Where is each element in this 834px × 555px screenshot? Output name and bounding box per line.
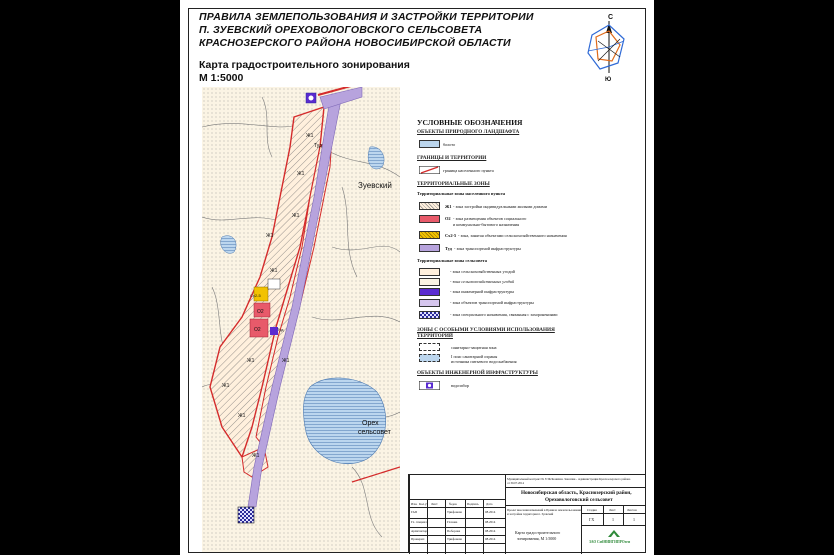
legend-o2-code: О2 [445, 216, 451, 221]
zone-label: Ж1 [292, 213, 300, 219]
legend-swamp: болото [443, 142, 456, 147]
stamp-company: ЗАО СибНИИГИПРОзем [589, 540, 631, 544]
title-block [408, 474, 646, 553]
legend-section-zones: ТЕРРИТОРИАЛЬНЫЕ ЗОНЫ [417, 181, 490, 187]
swatch-r2 [419, 278, 440, 286]
settlement-name-label: Зуевский [358, 181, 392, 190]
legend-r1: - зона сельскохозяйственных угодий [450, 269, 515, 274]
stamp-sheet-header: Лист [609, 508, 616, 512]
stamp-signer: Поборова [447, 529, 461, 533]
legend-section-borders: ГРАНИЦЫ И ТЕРРИТОРИИ [417, 155, 487, 161]
stamp-date: 08.2014 [485, 520, 496, 524]
zone-label: Сх2-5 [250, 293, 261, 298]
water-intake-marker [309, 96, 314, 101]
stamp-note-1: Муниципальный контракт № 8 ЗК/Коняхин. Заказчик - Администрация Красноозерского района [507, 477, 631, 481]
stamp-stage: ГХ [589, 517, 595, 522]
zone-label: О2 [257, 309, 264, 315]
zone-label: Ж1 [297, 171, 305, 177]
zone-label: Ж1 [252, 453, 260, 459]
zone-label: Туд [277, 327, 284, 332]
stamp-col-header: Лист [431, 502, 438, 506]
zone-label: Ж1 [238, 413, 246, 419]
stamp-col-header: Подпись [467, 502, 479, 506]
stamp-stage-header: Стадия [587, 508, 597, 512]
stamp-role: Проверил [411, 537, 425, 541]
legend-rural-zones: Территориальные зоны сельсовета [417, 258, 487, 263]
zoning-map[interactable] [202, 87, 400, 552]
company-logo-icon [607, 528, 621, 538]
legend-o2-a: - зона размещения объектов социального [453, 216, 527, 221]
sanitary-zone-block[interactable] [268, 279, 280, 289]
swatch-tud [419, 244, 440, 252]
legend-settlement-border: граница населенного пункта [443, 168, 494, 173]
compass-rose [578, 11, 634, 83]
zone-label: Ж1 [247, 358, 255, 364]
legend-o2-b: и коммунально-бытового назначения [453, 222, 520, 227]
legend-belt-1: I пояс санитарной охраны [451, 354, 498, 359]
zone-label: Туд [314, 143, 323, 149]
legend-r2: - зона сельскохозяйственных угодий [450, 279, 515, 284]
zone-label: Ж1 [266, 233, 274, 239]
stamp-sheet-name-1: Карта градостроительного [515, 530, 561, 535]
zone-label: О2 [254, 327, 261, 333]
stamp-col-header: Изм. [411, 502, 418, 506]
stamp-signer: Трифонова [447, 510, 462, 514]
swatch-r1 [419, 268, 440, 276]
legend-section-engineering: ОБЪЕКТЫ ИНЖЕНЕРНОЙ ИНФРАСТРУКТУРЫ [417, 370, 538, 376]
swatch-settlement-border [419, 166, 440, 174]
stamp-sheet-name-2: зонирования, М 1:5000 [517, 536, 557, 541]
legend-sanitary: санитарно-защитная зона [451, 345, 497, 350]
stamp-signer: Трифонова [447, 537, 462, 541]
neighbor-label: сельсовет [358, 429, 391, 436]
legend-r4: - зона объектов транспортной инфраструктуры [450, 300, 534, 305]
compass-south-label: Ю [605, 77, 612, 83]
stamp-sheets-header: Листов [627, 508, 637, 512]
legend-zh1-code: Ж1 [445, 204, 452, 209]
stamp-signer: Глазова [447, 520, 458, 524]
stamp-date: 08.2014 [485, 537, 496, 541]
stamp-project-2: и застройки территории п. Зуевский [507, 512, 554, 516]
cemetery-zone[interactable] [238, 507, 254, 523]
stamp-role: Гл. специал. [411, 520, 428, 524]
legend-section-special-1: ЗОНЫ С ОСОБЫМИ УСЛОВИЯМИ ИСПОЛЬЗОВАНИЯ [417, 327, 555, 333]
stamp-col-header: №док [449, 502, 457, 506]
title-line-2: П. ЗУЕВСКИЙ ОРЕХОВОЛОГОВСКОГО СЕЛЬСОВЕТА [199, 24, 483, 36]
legend-tud: - зона транспортной инфраструктуры [454, 246, 521, 251]
legend-settlement-zones: Территориальные зоны населенного пункта [417, 191, 506, 196]
stamp-council: Ореховологовский сельсовет [545, 497, 613, 503]
stamp-note-2: от 30.07.2014 [507, 481, 525, 485]
zone-label: Ж1 [222, 383, 230, 389]
legend-sh: - зона, занятая объектами сельскохозяйственного назначения [458, 233, 567, 238]
stamp-location: Новосибирская область, Краснозерский район, [521, 490, 632, 496]
zone-label: Ж1 [282, 358, 290, 364]
stamp-role: ГАП [411, 510, 418, 514]
map-title: Карта градостроительного зонирования [199, 59, 410, 71]
legend-r5: - зона специального назначения, связанная с захоронениями [450, 312, 558, 317]
neighbor-label: Орех [362, 420, 379, 427]
legend-tud-code: Туд [445, 246, 452, 251]
swatch-r5 [419, 311, 440, 319]
legend-heading: УСЛОВНЫЕ ОБОЗНАЧЕНИЯ [417, 118, 523, 127]
legend-belt-2: источника питьевого водоснабжения [451, 359, 517, 364]
swatch-sanitary [419, 343, 440, 351]
stamp-date: 08.2014 [485, 529, 496, 533]
swatch-water-intake [419, 381, 440, 390]
legend-zh1: - зона застройки индивидуальными жилыми домами [453, 204, 547, 209]
title-line-3: КРАСНОЗЕРСКОГО РАЙОНА НОВОСИБИРСКОЙ ОБЛАСТИ [199, 37, 511, 49]
zone-label: Ж1 [270, 268, 278, 274]
stamp-date: 08.2014 [485, 510, 496, 514]
legend-r3: - зона инженерной инфраструктуры [450, 289, 515, 294]
legend-section-special-2: ТЕРРИТОРИЙ [417, 333, 453, 339]
stamp-sheet: 1 [612, 517, 614, 522]
title-line-1: ПРАВИЛА ЗЕМЛЕПОЛЬЗОВАНИЯ И ЗАСТРОЙКИ ТЕРРИТОРИИ [199, 11, 534, 23]
stamp-role: Архитектор [411, 529, 428, 533]
stamp-project-1: Проект внесения изменений в Правила землепользования [507, 508, 581, 512]
legend-section-natural: ОБЪЕКТЫ ПРИРОДНОГО ЛАНДШАФТА [417, 129, 520, 135]
swatch-sanitary-belt [419, 354, 440, 362]
swatch-o2 [419, 215, 440, 223]
compass-north-label: С [608, 14, 614, 21]
swatch-r4 [419, 299, 440, 307]
zone-label: Ж1 [306, 133, 314, 139]
swatch-swamp [419, 140, 440, 148]
stamp-col-header: Дата [486, 502, 493, 506]
map-scale: М 1:5000 [199, 72, 244, 84]
legend-sh-code: Сх2-5 [445, 233, 457, 238]
legend-water-intake: водозабор [451, 383, 469, 388]
stamp-sheets: 1 [633, 517, 635, 522]
swatch-zh1 [419, 202, 440, 210]
swatch-r3 [419, 288, 440, 296]
stamp-col-header: Кол.уч [419, 502, 429, 506]
swatch-sh [419, 231, 440, 239]
